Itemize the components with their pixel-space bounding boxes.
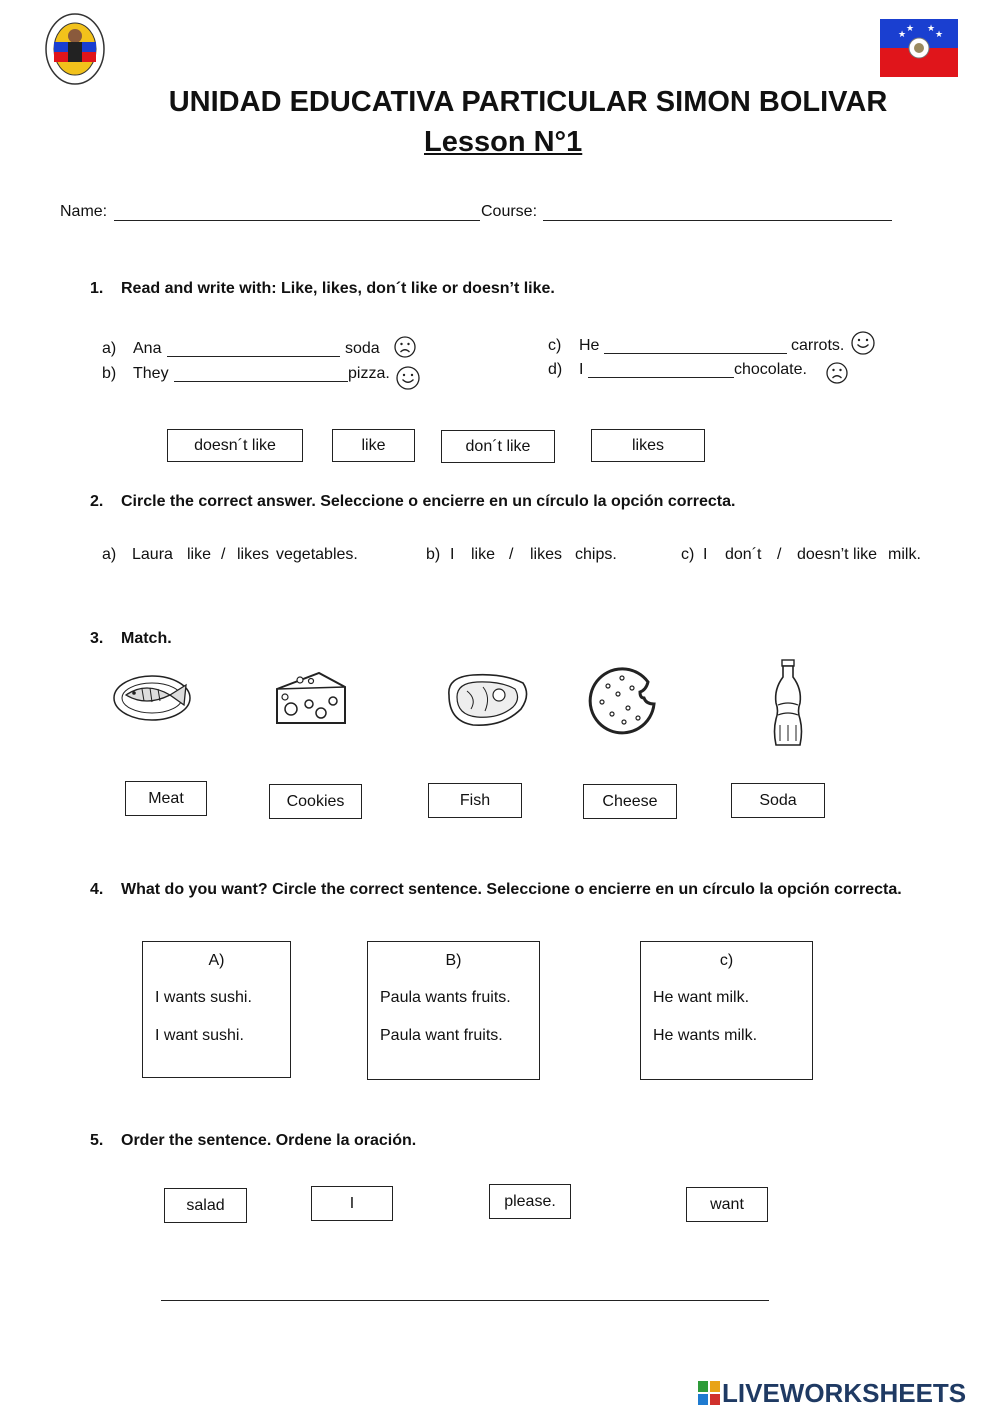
s2-c-subject: I: [703, 546, 708, 563]
match-label-meat[interactable]: Meat: [125, 781, 207, 816]
item-b-after: pizza.: [348, 365, 390, 382]
sad-face-icon: [826, 362, 848, 384]
soda-bottle-icon: [770, 659, 806, 747]
item-b-letter: b): [102, 365, 117, 382]
s2-b-letter: b): [426, 546, 441, 563]
option-b-sentence-2[interactable]: Paula want fruits.: [380, 1027, 503, 1044]
item-a-letter: a): [102, 340, 117, 357]
s2-a-sep: /: [221, 546, 226, 563]
s2-a-opt1[interactable]: like: [187, 546, 212, 563]
section3-instruction: Match.: [121, 630, 172, 647]
option-c-sentence-2[interactable]: He wants milk.: [653, 1027, 758, 1044]
live-badge-icon: [698, 1381, 720, 1405]
fish-plate-icon: [112, 673, 194, 723]
name-label: Name:: [60, 203, 108, 220]
option-c-sentence-1[interactable]: He want milk.: [653, 989, 750, 1006]
option-c-heading: c): [719, 952, 734, 969]
lesson-title: Lesson N°1: [424, 126, 583, 158]
s2-a-subject: Laura: [132, 546, 173, 563]
s2-c-opt2[interactable]: doesn’t like: [797, 546, 878, 563]
s2-b-opt1[interactable]: like: [471, 546, 496, 563]
item-a-after: soda: [345, 340, 380, 357]
item-b-blank[interactable]: [174, 381, 348, 382]
school-logo: [44, 12, 106, 86]
item-d-after: chocolate.: [734, 361, 807, 378]
item-a-before: Ana: [133, 340, 162, 357]
svg-text:★: ★: [927, 23, 936, 33]
section4-number: 4.: [90, 881, 104, 898]
item-d-blank[interactable]: [588, 377, 734, 378]
section1-instruction: Read and write with: Like, likes, don´t like or doesn’t like.: [121, 280, 555, 297]
answer-line[interactable]: [161, 1300, 769, 1301]
section4-instruction: What do you want? Circle the correct sentence. Seleccione o encierre en un círculo la opción correcta.: [121, 881, 902, 898]
course-line[interactable]: [543, 220, 892, 221]
item-c-blank[interactable]: [604, 353, 787, 354]
s2-a-letter: a): [102, 546, 117, 563]
option-b-heading: B): [445, 952, 462, 969]
item-b-before: They: [133, 365, 169, 382]
section2-instruction: Circle the correct answer. Seleccione o encierre en un círculo la opción correcta.: [121, 493, 736, 510]
s2-b-sep: /: [509, 546, 514, 563]
s2-c-letter: c): [681, 546, 695, 563]
match-label-cookies[interactable]: Cookies: [269, 784, 362, 819]
svg-text:★: ★: [898, 29, 907, 39]
option-a-sentence-2[interactable]: I want sushi.: [155, 1027, 244, 1044]
s2-a-rest: vegetables.: [276, 546, 358, 563]
item-d-letter: d): [548, 361, 563, 378]
s2-c-rest: milk.: [888, 546, 921, 563]
course-label: Course:: [481, 203, 538, 220]
word-bank-likes[interactable]: likes: [591, 429, 705, 462]
venezuela-flag: [880, 19, 958, 77]
item-c-before: He: [579, 337, 600, 354]
word-bank-dont-like[interactable]: don´t like: [441, 430, 555, 463]
option-box-b: [367, 941, 540, 1080]
match-label-cheese[interactable]: Cheese: [583, 784, 677, 819]
order-word-please[interactable]: please.: [489, 1184, 571, 1219]
happy-face-icon: [851, 331, 875, 355]
item-c-after: carrots.: [791, 337, 845, 354]
svg-text:★: ★: [935, 29, 944, 39]
s2-b-rest: chips.: [575, 546, 617, 563]
s2-c-sep: /: [777, 546, 782, 563]
word-bank-doesnt-like[interactable]: doesn´t like: [167, 429, 303, 462]
order-word-want[interactable]: want: [686, 1187, 768, 1222]
school-title: UNIDAD EDUCATIVA PARTICULAR SIMON BOLIVAR: [168, 86, 888, 118]
happy-face-icon: [396, 366, 420, 390]
liveworksheets-logo: [698, 1378, 994, 1410]
s2-b-opt2[interactable]: likes: [530, 546, 563, 563]
option-b-sentence-1[interactable]: Paula wants fruits.: [380, 989, 511, 1006]
option-a-sentence-1[interactable]: I wants sushi.: [155, 989, 252, 1006]
meat-icon: [443, 669, 531, 731]
order-word-i[interactable]: I: [311, 1186, 393, 1221]
match-label-soda[interactable]: Soda: [731, 783, 825, 818]
s2-a-opt2[interactable]: likes: [237, 546, 270, 563]
option-box-c: [640, 941, 813, 1080]
section2-number: 2.: [90, 493, 104, 510]
option-a-heading: A): [208, 952, 225, 969]
word-bank-like[interactable]: like: [332, 429, 415, 462]
section3-number: 3.: [90, 630, 104, 647]
brand-text: LIVEWORKSHEETS: [722, 1378, 967, 1408]
section1-number: 1.: [90, 280, 104, 297]
cheese-icon: [275, 669, 347, 725]
s2-b-subject: I: [450, 546, 455, 563]
sad-face-icon: [394, 336, 416, 358]
item-d-before: I: [579, 361, 584, 378]
s2-c-opt1[interactable]: don´t: [725, 546, 762, 563]
svg-text:★: ★: [906, 23, 915, 33]
section5-instruction: Order the sentence. Ordene la oración.: [121, 1132, 417, 1149]
item-c-letter: c): [548, 337, 562, 354]
option-box-a: [142, 941, 291, 1078]
order-word-salad[interactable]: salad: [164, 1188, 247, 1223]
section5-number: 5.: [90, 1132, 104, 1149]
cookie-icon: [588, 664, 658, 734]
match-label-fish[interactable]: Fish: [428, 783, 522, 818]
name-line[interactable]: [114, 220, 480, 221]
item-a-blank[interactable]: [167, 356, 340, 357]
